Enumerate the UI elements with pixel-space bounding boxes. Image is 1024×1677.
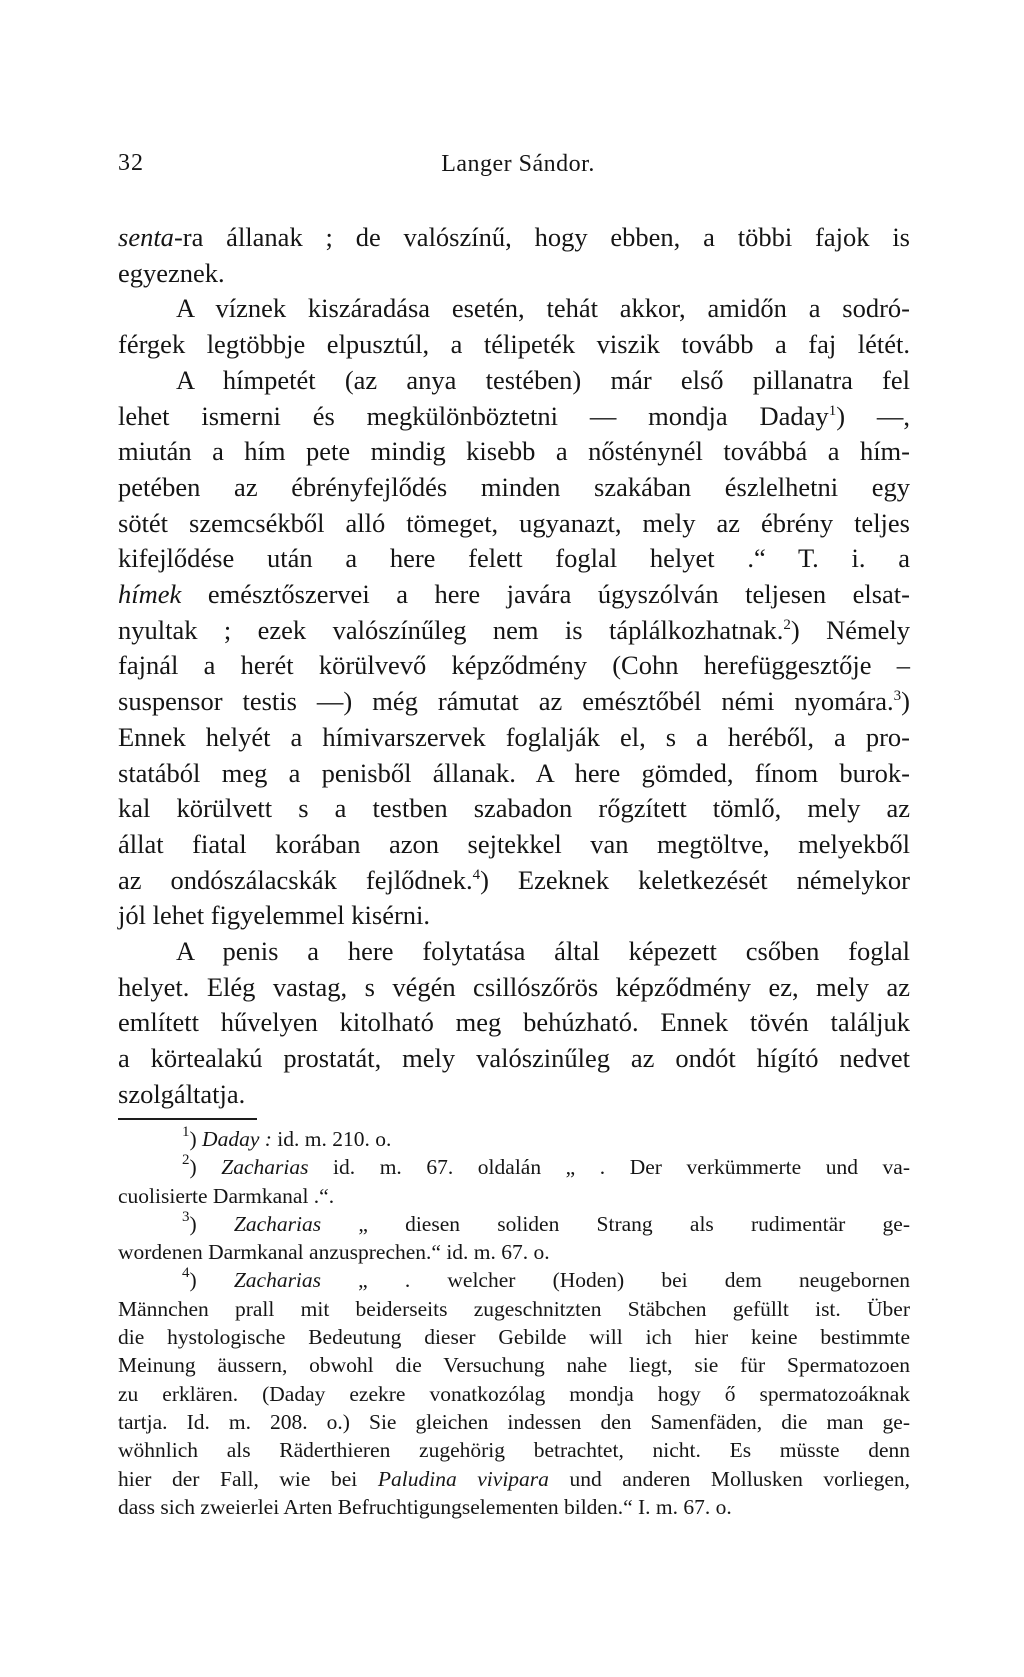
text-line: miután a hím pete mindig kisebb a nősténynél továbbá a hím- [118, 436, 910, 467]
footnote-ref: 2 [783, 616, 791, 633]
body-text [118, 220, 910, 1113]
footnote-4-cont: zu erklären. (Daday ezekre vonatkozólag mondja hogy ő spermatozoáknak [118, 1381, 910, 1406]
footnote-2-cont: cuolisierte Darmkanal .“. [118, 1183, 335, 1208]
footnote-4-cont: Meinung äussern, obwohl die Versuchung nahe liegt, sie für Spermatozoen [118, 1353, 910, 1378]
footnote-3-cont: wordenen Darmkanal anzusprechen.“ id. m. 67. o. [118, 1240, 550, 1265]
text-line: jól lehet figyelemmel kisérni. [118, 900, 431, 931]
footnote-4: $^4$) Zacharias „ . welcher (Hoden) bei dem neugebornen [182, 1265, 910, 1293]
text-line: említett hűvelyen kitolható meg behúzható. Ennek tövén találjuk [118, 1007, 910, 1038]
footnotes [118, 1125, 910, 1521]
text-line: nyultak ; ezek valószínűleg nem is táplálkozhatnak.$^2$) Némely [118, 614, 910, 645]
text-line: a körtealakú prostatát, mely valószinűleg az ondót hígító nedvet [118, 1043, 910, 1074]
text-line: helyet. Elég vastag, s végén csillószőrös képződmény ez, mely az [118, 971, 910, 1002]
italic-term: hímek [118, 579, 182, 610]
footnote-3: $^3$) Zacharias „ diesen soliden Strang als rudimentär ge- [182, 1208, 910, 1236]
text-line: A hímpetét (az anya testében) már első pillanatra fel [176, 364, 910, 395]
footnote-ref: 4 [472, 866, 481, 883]
text-line: kifejlődése után a here felett foglal helyet .“ T. i. a [118, 543, 910, 574]
footnote-4-cont: wöhnlich als Räderthieren zugehörig betrachtet, nicht. Es müsste denn [118, 1438, 910, 1463]
footnote-2: $^2$) Zacharias id. m. 67. oldalán „ . Der verkümmerte und va- [182, 1152, 910, 1180]
running-head: Langer Sándor. [441, 151, 595, 177]
text-line: hímek emésztőszervei a here javára úgyszólván teljesen elsat- [118, 579, 910, 610]
italic-term: Paludina vivipara [377, 1466, 549, 1491]
footnote-4-cont: dass sich zweierlei Arten Befruchtigungselementen bilden.“ I. m. 67. o. [118, 1494, 732, 1519]
text-line: Ennek helyét a hímivarszervek foglalják el, s a heréből, a pro- [118, 721, 910, 752]
text-line: A penis a here folytatása által képezett csőben foglal [176, 936, 910, 967]
footnote-4-cont: die hystologische Bedeutung dieser Gebilde will ich hier keine bestimmte [118, 1325, 910, 1350]
page-number: 32 [118, 150, 144, 176]
text-line: sötét szemcsékből alló tömeget, ugyanazt, mely az ébrény teljes [118, 507, 910, 538]
footnote-1: $^1$) Daday : id. m. 210. o. [182, 1124, 392, 1151]
text-line: az ondószálacskák fejlődnek.$^4$) Ezeknek keletkezését némelykor [118, 864, 910, 895]
footnote-ref: 3 [893, 688, 902, 705]
page-header [118, 150, 918, 186]
text-line: suspensor testis —) még rámutat az emésztőbél némi nyomára.$^3$) [118, 686, 910, 717]
text-line: statából meg a penisből állanak. A here gömded, fínom burok- [118, 757, 910, 788]
footnote-4-cont: Männchen prall mit beiderseits zugeschnitzten Stäbchen gefüllt ist. Über [118, 1296, 910, 1321]
footnote-ref: 1 [828, 402, 837, 419]
text-line: senta-ra állanak ; de valószínű, hogy ebben, a többi fajok is [118, 222, 910, 252]
text-line: lehet ismerni és megkülönböztetni — mondja Daday$^1$) —, [118, 400, 910, 431]
text-line: egyeznek. [118, 257, 225, 288]
footnote-4-cont: tartja. Id. m. 208. o.) Sie gleichen indessen den Samenfäden, die man ge- [118, 1409, 910, 1434]
italic-term: senta [118, 222, 174, 252]
text-line: állat fiatal korában azon sejtekkel van megtöltve, melyekből [118, 828, 910, 859]
footnote-4-cont: hier der Fall, wie bei Paludina vivipara und anderen Mollusken vorliegen, [118, 1466, 911, 1491]
text-line: fajnál a herét körülvevő képződmény (Cohn herefüggesztője – [118, 650, 910, 681]
text-line: petében az ébrényfejlődés minden szakában észlelhetni egy [118, 471, 910, 502]
footnote-divider [118, 1118, 257, 1120]
text-line: A víznek kiszáradása esetén, tehát akkor, amidőn a sodró- [176, 293, 910, 324]
text-line: kal körülvett s a testben szabadon rőgzített tömlő, mely az [118, 793, 910, 824]
text-line: férgek legtöbbje elpusztúl, a télipeték viszik tovább a faj létét. [118, 329, 910, 360]
text-line: szolgáltatja. [118, 1078, 246, 1109]
